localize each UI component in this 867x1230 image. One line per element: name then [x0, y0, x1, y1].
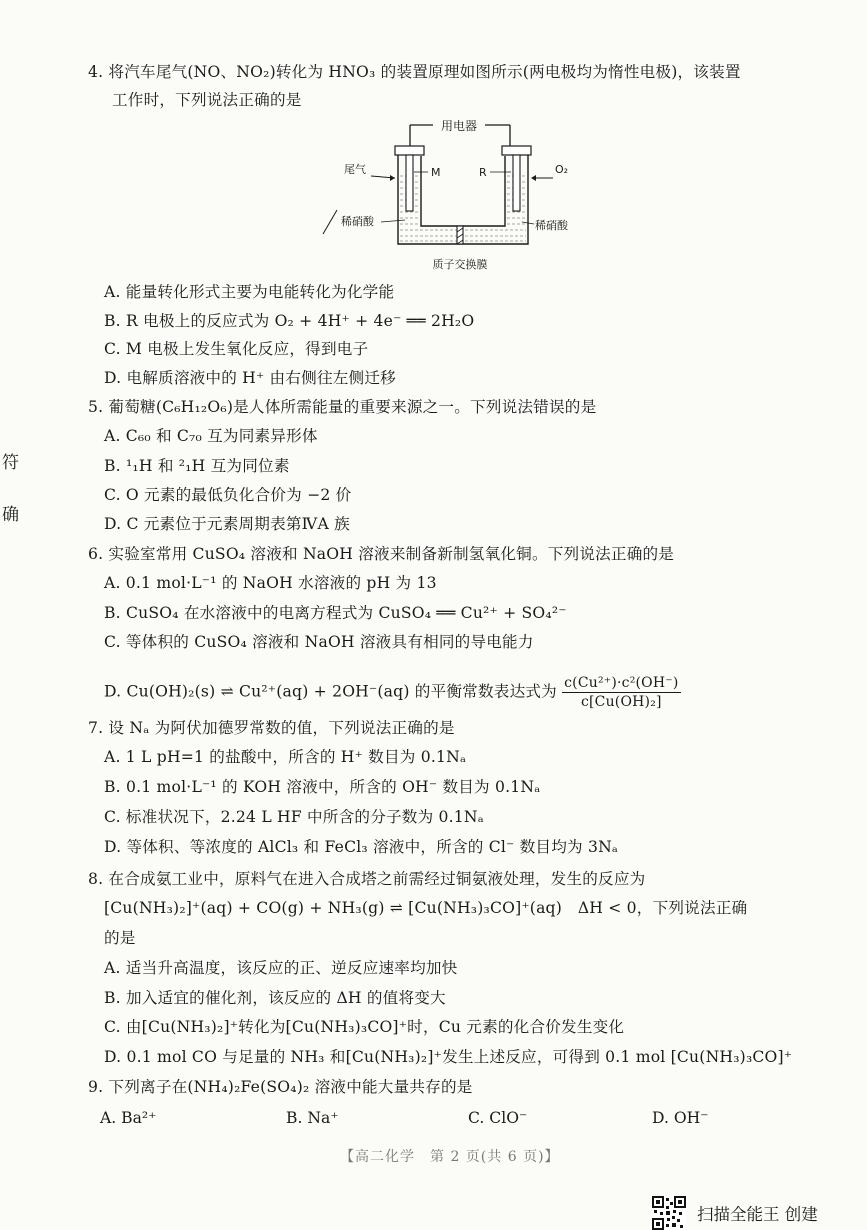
scanner-watermark: 扫描全能王 创建 — [697, 1205, 818, 1224]
q8-option-c: C. 由[Cu(NH₃)₂]⁺转化为[Cu(NH₃)₃CO]⁺时，Cu 元素的化合价发生变化 — [104, 1018, 625, 1036]
electrode-r-label: R — [479, 166, 487, 179]
qr-code-icon — [652, 1196, 686, 1230]
q4-option-d: D. 电解质溶液中的 H⁺ 由右侧往左侧迁移 — [104, 369, 396, 387]
margin-char-2: 确 — [2, 505, 19, 525]
q5-option-b: B. ¹₁H 和 ²₁H 互为同位素 — [104, 457, 290, 475]
electrolysis-diagram — [315, 116, 585, 276]
electrode-m-label: M — [431, 166, 441, 179]
margin-char-1: 符 — [2, 453, 19, 473]
q9-option-d: D. OH⁻ — [652, 1109, 709, 1127]
q6-stem: 6. 实验室常用 CuSO₄ 溶液和 NaOH 溶液来制备新制氢氧化铜。下列说法正确的是 — [88, 545, 675, 563]
q7-option-c: C. 标准状况下，2.24 L HF 中所含的分子数为 0.1Nₐ — [104, 808, 484, 826]
q8-stem-line2: [Cu(NH₃)₂]⁺(aq) + CO(g) + NH₃(g) ⇌ [Cu(NH₃)₃CO]⁺(aq) ΔH < 0，下列说法正确 — [104, 899, 748, 917]
q7-option-d: D. 等体积、等浓度的 AlCl₃ 和 FeCl₃ 溶液中，所含的 Cl⁻ 数目均为 3Nₐ — [104, 838, 619, 856]
q4-stem-line1: 4. 将汽车尾气(NO、NO₂)转化为 HNO₃ 的装置原理如图所示(两电极均为惰性电极)，该装置 — [88, 63, 741, 81]
cap-left — [395, 146, 424, 155]
pointer-stroke — [323, 210, 337, 234]
q6-option-a: A. 0.1 mol·L⁻¹ 的 NaOH 水溶液的 pH 为 13 — [104, 574, 437, 592]
q6-option-d-text: D. Cu(OH)₂(s) ⇌ Cu²⁺(aq) + 2OH⁻(aq) 的平衡常数表达式为 — [104, 682, 557, 701]
electrode-r — [513, 155, 520, 211]
q6-fraction-numerator: c(Cu²⁺)·c²(OH⁻) — [564, 675, 679, 691]
q7-option-b: B. 0.1 mol·L⁻¹ 的 KOH 溶液中，所含的 OH⁻ 数目为 0.1Nₐ — [104, 778, 541, 796]
q4-option-a: A. 能量转化形式主要为电能转化为化学能 — [104, 283, 395, 301]
q5-stem: 5. 葡萄糖(C₆H₁₂O₆)是人体所需能量的重要来源之一。下列说法错误的是 — [88, 398, 597, 416]
q6-option-d-fraction — [562, 675, 680, 710]
cap-right — [502, 146, 531, 155]
q5-option-c: C. O 元素的最低负化合价为 −2 价 — [104, 486, 352, 504]
q7-option-a: A. 1 L pH=1 的盐酸中，所含的 H⁺ 数目为 0.1Nₐ — [104, 748, 467, 766]
q6-option-c: C. 等体积的 CuSO₄ 溶液和 NaOH 溶液具有相同的导电能力 — [104, 633, 534, 651]
q9-options-row — [100, 1108, 740, 1128]
q8-stem-line3: 的是 — [104, 929, 136, 947]
q9-stem: 9. 下列离子在(NH₄)₂Fe(SO₄)₂ 溶液中能大量共存的是 — [88, 1078, 473, 1096]
page-footer: 【高二化学 第 2 页(共 6 页)】 — [340, 1149, 560, 1165]
q5-option-d: D. C 元素位于元素周期表第ⅣA 族 — [104, 515, 350, 533]
q4-stem-line2: 工作时，下列说法正确的是 — [112, 91, 302, 109]
q8-option-d: D. 0.1 mol CO 与足量的 NH₃ 和[Cu(NH₃)₂]⁺发生上述反应，可得到 0.1 mol [Cu(NH₃)₃CO]⁺ — [104, 1048, 793, 1066]
q6-fraction-denominator: c[Cu(OH)₂] — [580, 694, 662, 710]
q7-stem: 7. 设 Nₐ 为阿伏加德罗常数的值，下列说法正确的是 — [88, 719, 455, 737]
q6-option-b: B. CuSO₄ 在水溶液中的电离方程式为 CuSO₄ ══ Cu²⁺ + SO₄²⁻ — [104, 604, 567, 622]
exhaust-label: 尾气 — [344, 163, 366, 176]
q8-option-b: B. 加入适宜的催化剂，该反应的 ΔH 的值将变大 — [104, 989, 446, 1007]
q5-option-a: A. C₆₀ 和 C₇₀ 互为同素异形体 — [104, 427, 318, 445]
acid-left-label: 稀硝酸 — [341, 215, 374, 228]
electrode-m — [406, 155, 413, 211]
membrane-label: 质子交换膜 — [432, 258, 488, 271]
q9-option-c: C. ClO⁻ — [468, 1109, 528, 1127]
q9-option-a: A. Ba²⁺ — [100, 1109, 157, 1127]
q8-option-a: A. 适当升高温度，该反应的正、逆反应速率均加快 — [104, 959, 458, 977]
q9-option-b: B. Na⁺ — [286, 1109, 339, 1127]
q4-option-b: B. R 电极上的反应式为 O₂ + 4H⁺ + 4e⁻ ══ 2H₂O — [104, 312, 475, 330]
q6-option-d — [104, 675, 681, 710]
q4-option-c: C. M 电极上发生氧化反应，得到电子 — [104, 340, 369, 358]
acid-right-label: 稀硝酸 — [535, 219, 568, 232]
q8-stem-line1: 8. 在合成氨工业中，原料气在进入合成塔之前需经过铜氨液处理，发生的反应为 — [88, 870, 646, 888]
oxygen-label: O₂ — [555, 163, 569, 176]
appliance-label: 用电器 — [440, 119, 478, 133]
